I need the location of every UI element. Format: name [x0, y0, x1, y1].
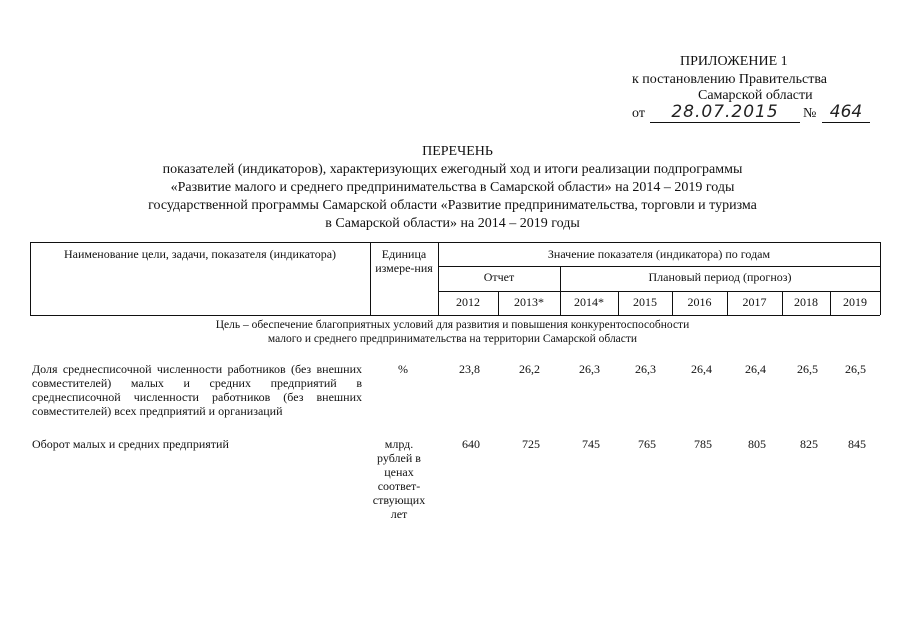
appendix-date-handwritten: 28.07.2015 [650, 102, 800, 123]
appendix-title: ПРИЛОЖЕНИЕ 1 [680, 54, 788, 69]
indicator-value: 785 [694, 437, 712, 451]
indicator-value: 825 [800, 437, 818, 451]
indicator-value: 745 [582, 437, 600, 451]
table-border [30, 242, 880, 243]
table-border [370, 242, 371, 315]
table-border [438, 266, 880, 267]
indicator-value: 845 [848, 437, 866, 451]
indicator-value: 725 [522, 437, 540, 451]
header-year: 2012 [456, 295, 480, 309]
table-border [438, 291, 880, 292]
table-border [30, 242, 31, 315]
appendix-number-handwritten: 464 [822, 102, 870, 123]
header-unit: Единица измере-ния [375, 247, 433, 275]
header-report: Отчет [483, 270, 515, 284]
indicator-unit: млрд. рублей в ценах соответ-ствующих лет [372, 437, 426, 521]
table-border [782, 291, 783, 315]
table-border [618, 291, 619, 315]
header-year: 2015 [633, 295, 657, 309]
indicator-value: 26,4 [691, 362, 712, 376]
indicator-name: Оборот малых и средних предприятий [32, 437, 229, 451]
indicator-value: 765 [638, 437, 656, 451]
table-border [438, 242, 439, 315]
appendix-line-2: Самарской области [698, 88, 813, 103]
indicator-name: Доля среднесписочной численности работников (без внешних совместителей) малых и средних предприятий в среднесписочной численности работников (без внешних совместителей) всех предприятий и организаций [32, 362, 362, 418]
indicator-value: 26,3 [579, 362, 600, 376]
indicator-value: 23,8 [459, 362, 480, 376]
table-border [672, 291, 673, 315]
indicator-value: 26,4 [745, 362, 766, 376]
goal-line: малого и среднего предпринимательства на территории Самарской области [267, 333, 638, 345]
header-year: 2013* [514, 295, 544, 309]
header-year: 2016 [687, 295, 712, 309]
heading-title: ПЕРЕЧЕНЬ [422, 144, 493, 159]
indicator-unit: % [398, 362, 408, 376]
table-border [830, 291, 831, 315]
header-year: 2017 [742, 295, 767, 309]
heading-line: «Развитие малого и среднего предпринимательства в Самарской области» на 2014 – 2019 годы [170, 180, 735, 195]
document-heading [0, 143, 905, 233]
indicator-value: 26,3 [635, 362, 656, 376]
indicator-value: 26,2 [519, 362, 540, 376]
heading-line: государственной программы Самарской области «Развитие предпринимательства, торговли и туризма [148, 198, 757, 213]
goal-text [0, 318, 905, 346]
table-border [727, 291, 728, 315]
indicator-value: 26,5 [797, 362, 818, 376]
appendix-number-label: № [803, 106, 817, 121]
appendix-date-prefix: от [632, 106, 645, 121]
indicator-value: 26,5 [845, 362, 866, 376]
heading-line: показателей (индикаторов), характеризующих ежегодный ход и итоги реализации подпрограммы [162, 162, 743, 177]
heading-line: в Самарской области» на 2014 – 2019 годы [325, 216, 580, 231]
goal-line: Цель – обеспечение благоприятных условий для развития и повышения конкурентоспособности [215, 319, 690, 331]
table-border [30, 315, 880, 316]
header-plan: Плановый период (прогноз) [648, 270, 792, 284]
header-values: Значение показателя (индикатора) по годам [547, 247, 771, 261]
table-border [560, 266, 561, 315]
indicator-value: 640 [462, 437, 480, 451]
indicator-value: 805 [748, 437, 766, 451]
header-year: 2019 [843, 295, 867, 309]
table-border [498, 291, 499, 315]
header-name: Наименование цели, задачи, показателя (индикатора) [63, 247, 337, 261]
table-border [880, 242, 881, 315]
header-year: 2014* [574, 295, 604, 309]
appendix-line-1: к постановлению Правительства [632, 72, 828, 87]
header-year: 2018 [794, 295, 818, 309]
